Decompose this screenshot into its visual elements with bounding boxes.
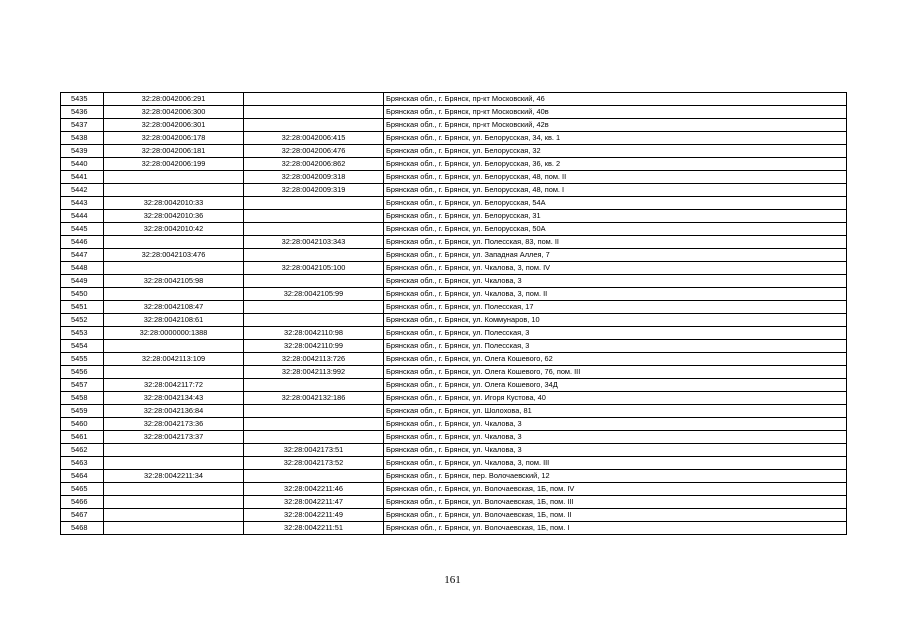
address-cell: Брянская обл., г. Брянск, ул. Игоря Кустова, 40 [384,392,847,405]
address-cell: Брянская обл., г. Брянск, ул. Коммунаров, 10 [384,314,847,327]
row-number-cell: 5445 [61,223,104,236]
row-number-cell: 5441 [61,171,104,184]
table-row [61,496,847,509]
address-cell: Брянская обл., г. Брянск, ул. Олега Кошевого, 76, пом. III [384,366,847,379]
table-row [61,119,847,132]
related-cadastral-number-cell: 32:28:0042211:47 [244,496,384,509]
related-cadastral-number-cell: 32:28:0042211:49 [244,509,384,522]
cadastral-number-cell: 32:28:0042173:37 [104,431,244,444]
row-number-cell: 5456 [61,366,104,379]
related-cadastral-number-cell: 32:28:0042173:52 [244,457,384,470]
cadastral-number-cell: 32:28:0042006:300 [104,106,244,119]
related-cadastral-number-cell: 32:28:0042006:862 [244,158,384,171]
table-row [61,184,847,197]
row-number-cell: 5446 [61,236,104,249]
address-cell: Брянская обл., г. Брянск, пер. Волочаевский, 12 [384,470,847,483]
cadastral-number-cell: 32:28:0042113:109 [104,353,244,366]
related-cadastral-number-cell: 32:28:0042132:186 [244,392,384,405]
related-cadastral-number-cell: 32:28:0042211:46 [244,483,384,496]
related-cadastral-number-cell [244,210,384,223]
cadastral-number-cell: 32:28:0042136:84 [104,405,244,418]
table-row [61,405,847,418]
table-row [61,457,847,470]
cadastral-number-cell [104,522,244,535]
related-cadastral-number-cell: 32:28:0042009:319 [244,184,384,197]
row-number-cell: 5443 [61,197,104,210]
cadastral-number-cell [104,366,244,379]
address-cell: Брянская обл., г. Брянск, ул. Белорусская, 36, кв. 2 [384,158,847,171]
cadastral-number-cell [104,457,244,470]
cadastral-number-cell: 32:28:0042117:72 [104,379,244,392]
row-number-cell: 5452 [61,314,104,327]
address-cell: Брянская обл., г. Брянск, пр-кт Московский, 46 [384,93,847,106]
cadastral-number-cell [104,288,244,301]
cadastral-number-cell: 32:28:0042006:199 [104,158,244,171]
row-number-cell: 5436 [61,106,104,119]
related-cadastral-number-cell: 32:28:0042105:99 [244,288,384,301]
cadastral-number-cell: 32:28:0042105:98 [104,275,244,288]
cadastral-number-cell [104,496,244,509]
related-cadastral-number-cell: 32:28:0042113:726 [244,353,384,366]
cadastral-number-cell: 32:28:0042010:42 [104,223,244,236]
row-number-cell: 5437 [61,119,104,132]
related-cadastral-number-cell [244,301,384,314]
related-cadastral-number-cell: 32:28:0042211:51 [244,522,384,535]
row-number-cell: 5465 [61,483,104,496]
cadastral-number-cell: 32:28:0042010:36 [104,210,244,223]
table-row [61,301,847,314]
cadastral-number-cell: 32:28:0042108:47 [104,301,244,314]
cadastral-number-cell: 32:28:0000000:1388 [104,327,244,340]
address-cell: Брянская обл., г. Брянск, ул. Чкалова, 3 [384,431,847,444]
related-cadastral-number-cell [244,249,384,262]
cadastral-number-cell [104,171,244,184]
table-row [61,509,847,522]
related-cadastral-number-cell [244,223,384,236]
related-cadastral-number-cell [244,470,384,483]
related-cadastral-number-cell [244,405,384,418]
table-row [61,431,847,444]
address-cell: Брянская обл., г. Брянск, ул. Чкалова, 3 [384,275,847,288]
address-cell: Брянская обл., г. Брянск, ул. Шолохова, 81 [384,405,847,418]
related-cadastral-number-cell: 32:28:0042105:100 [244,262,384,275]
address-cell: Брянская обл., г. Брянск, ул. Белорусская, 31 [384,210,847,223]
address-cell: Брянская обл., г. Брянск, ул. Белорусская, 34, кв. 1 [384,132,847,145]
address-cell: Брянская обл., г. Брянск, ул. Белорусская, 48, пом. I [384,184,847,197]
cadastral-number-cell: 32:28:0042006:181 [104,145,244,158]
row-number-cell: 5468 [61,522,104,535]
cadastral-number-cell [104,483,244,496]
address-cell: Брянская обл., г. Брянск, ул. Белорусская, 50А [384,223,847,236]
address-cell: Брянская обл., г. Брянск, ул. Западная Аллея, 7 [384,249,847,262]
cadastral-number-cell [104,340,244,353]
address-cell: Брянская обл., г. Брянск, пр-кт Московский, 42в [384,119,847,132]
related-cadastral-number-cell: 32:28:0042173:51 [244,444,384,457]
row-number-cell: 5461 [61,431,104,444]
cadastral-number-cell: 32:28:0042211:34 [104,470,244,483]
table-row [61,392,847,405]
address-cell: Брянская обл., г. Брянск, ул. Полесская, 17 [384,301,847,314]
related-cadastral-number-cell [244,93,384,106]
address-cell: Брянская обл., г. Брянск, ул. Олега Кошевого, 34Д [384,379,847,392]
related-cadastral-number-cell [244,197,384,210]
cadastral-number-cell [104,509,244,522]
row-number-cell: 5463 [61,457,104,470]
table-row [61,145,847,158]
cadastral-number-cell: 32:28:0042103:476 [104,249,244,262]
cadastral-number-cell: 32:28:0042173:36 [104,418,244,431]
address-cell: Брянская обл., г. Брянск, ул. Волочаевская, 1Б, пом. II [384,509,847,522]
table-body [61,93,847,535]
row-number-cell: 5454 [61,340,104,353]
row-number-cell: 5455 [61,353,104,366]
table-row [61,106,847,119]
address-cell: Брянская обл., г. Брянск, ул. Полесская, 3 [384,327,847,340]
cadastral-number-cell: 32:28:0042134:43 [104,392,244,405]
table-row [61,327,847,340]
cadastral-number-cell [104,184,244,197]
table-row [61,353,847,366]
table-row [61,418,847,431]
table-row [61,275,847,288]
row-number-cell: 5449 [61,275,104,288]
row-number-cell: 5462 [61,444,104,457]
table-row [61,262,847,275]
related-cadastral-number-cell: 32:28:0042103:343 [244,236,384,249]
table-row [61,197,847,210]
address-cell: Брянская обл., г. Брянск, ул. Чкалова, 3, пом. IV [384,262,847,275]
related-cadastral-number-cell: 32:28:0042113:992 [244,366,384,379]
table-row [61,210,847,223]
page-number: 161 [444,574,461,586]
row-number-cell: 5438 [61,132,104,145]
address-cell: Брянская обл., г. Брянск, ул. Полесская, 83, пом. II [384,236,847,249]
related-cadastral-number-cell [244,106,384,119]
table-row [61,158,847,171]
table-row [61,171,847,184]
cadastral-number-cell: 32:28:0042006:178 [104,132,244,145]
address-cell: Брянская обл., г. Брянск, ул. Чкалова, 3, пом. II [384,288,847,301]
row-number-cell: 5447 [61,249,104,262]
related-cadastral-number-cell: 32:28:0042009:318 [244,171,384,184]
cadastral-number-cell [104,236,244,249]
row-number-cell: 5459 [61,405,104,418]
row-number-cell: 5435 [61,93,104,106]
cadastral-number-cell: 32:28:0042006:301 [104,119,244,132]
table-row [61,522,847,535]
row-number-cell: 5453 [61,327,104,340]
table-row [61,444,847,457]
row-number-cell: 5451 [61,301,104,314]
cadastral-number-cell: 32:28:0042006:291 [104,93,244,106]
related-cadastral-number-cell: 32:28:0042006:415 [244,132,384,145]
row-number-cell: 5457 [61,379,104,392]
cadastral-number-cell: 32:28:0042108:61 [104,314,244,327]
address-cell: Брянская обл., г. Брянск, ул. Волочаевская, 1Б, пом. I [384,522,847,535]
table-row [61,223,847,236]
table-row [61,340,847,353]
related-cadastral-number-cell: 32:28:0042110:99 [244,340,384,353]
address-cell: Брянская обл., г. Брянск, ул. Волочаевская, 1Б, пом. III [384,496,847,509]
row-number-cell: 5466 [61,496,104,509]
row-number-cell: 5440 [61,158,104,171]
row-number-cell: 5442 [61,184,104,197]
table-row [61,470,847,483]
row-number-cell: 5464 [61,470,104,483]
related-cadastral-number-cell [244,379,384,392]
related-cadastral-number-cell [244,314,384,327]
table-row [61,483,847,496]
table-row [61,288,847,301]
address-cell: Брянская обл., г. Брянск, ул. Белорусская, 32 [384,145,847,158]
table-row [61,236,847,249]
row-number-cell: 5439 [61,145,104,158]
related-cadastral-number-cell [244,119,384,132]
row-number-cell: 5450 [61,288,104,301]
address-cell: Брянская обл., г. Брянск, ул. Чкалова, 3, пом. III [384,457,847,470]
address-cell: Брянская обл., г. Брянск, ул. Полесская, 3 [384,340,847,353]
address-cell: Брянская обл., г. Брянск, ул. Волочаевская, 1Б, пом. IV [384,483,847,496]
address-cell: Брянская обл., г. Брянск, ул. Чкалова, 3 [384,418,847,431]
row-number-cell: 5448 [61,262,104,275]
row-number-cell: 5460 [61,418,104,431]
address-cell: Брянская обл., г. Брянск, пр-кт Московский, 40в [384,106,847,119]
row-number-cell: 5444 [61,210,104,223]
table-row [61,249,847,262]
related-cadastral-number-cell: 32:28:0042110:98 [244,327,384,340]
related-cadastral-number-cell [244,431,384,444]
table-row [61,132,847,145]
table-row [61,93,847,106]
address-cell: Брянская обл., г. Брянск, ул. Чкалова, 3 [384,444,847,457]
related-cadastral-number-cell [244,418,384,431]
address-cell: Брянская обл., г. Брянск, ул. Белорусская, 54А [384,197,847,210]
address-cell: Брянская обл., г. Брянск, ул. Олега Кошевого, 62 [384,353,847,366]
related-cadastral-number-cell: 32:28:0042006:476 [244,145,384,158]
table-row [61,314,847,327]
cadastral-number-cell: 32:28:0042010:33 [104,197,244,210]
address-cell: Брянская обл., г. Брянск, ул. Белорусская, 48, пом. II [384,171,847,184]
table-row [61,366,847,379]
table-row [61,379,847,392]
related-cadastral-number-cell [244,275,384,288]
row-number-cell: 5458 [61,392,104,405]
cadastral-number-cell [104,444,244,457]
property-table [60,92,847,535]
row-number-cell: 5467 [61,509,104,522]
cadastral-number-cell [104,262,244,275]
